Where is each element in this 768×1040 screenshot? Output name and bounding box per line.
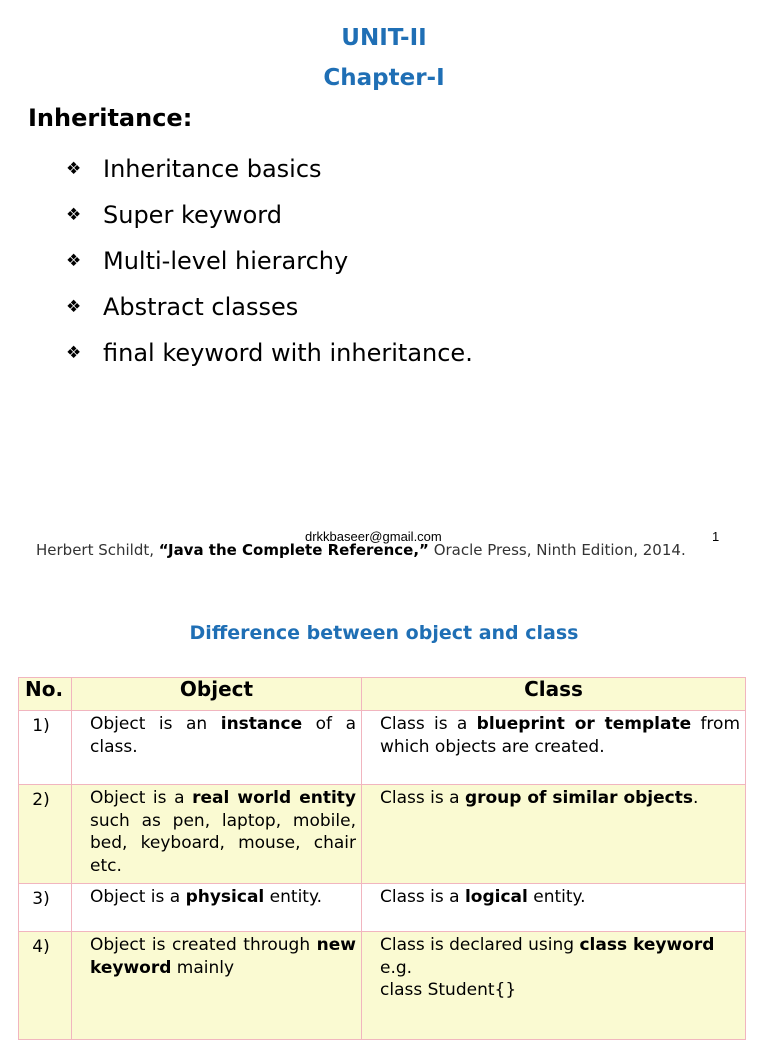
header-object: Object [72,678,362,711]
object-cell [72,711,362,785]
cell-text: Class is a [380,714,477,734]
reference-author: Herbert Schildt, [36,541,159,559]
bold-text: physical [185,887,265,907]
cell-text: Object is an [90,714,221,734]
diamond-bullet-icon: ❖ [66,205,82,225]
unit-title: UNIT-II [341,25,427,51]
cell-text: Object is created through [90,935,317,955]
cell-text: entity. [527,887,586,907]
cell-text: Class is a [380,887,465,907]
table-row [19,932,746,1040]
cell-text: of a class. [90,714,356,757]
example-line: e.g. [380,957,413,978]
table-body [19,711,746,1040]
cell-text: . [692,788,699,808]
table-row [19,785,746,884]
bold-text: real world entity [192,788,357,808]
object-cell [72,785,362,884]
header-no: No. [19,678,72,711]
row-number: 4) [19,932,72,1040]
bold-text: group of similar objects [464,788,693,808]
row-number: 1) [19,711,72,785]
row-number: 2) [19,785,72,884]
class-cell [362,711,746,785]
topic-heading: Inheritance: [28,104,193,132]
row-number: 3) [19,884,72,932]
reference-publisher: Oracle Press, Ninth Edition, 2014. [428,541,686,559]
page-number: 1 [712,529,720,544]
class-cell [362,884,746,932]
list-item [66,284,473,330]
object-cell [72,884,362,932]
author-email: drkkbaseer@gmail.com [305,529,442,544]
cell-text: mainly [171,957,235,978]
diamond-bullet-icon: ❖ [66,159,82,179]
cell-text: entity. [264,887,322,907]
diamond-bullet-icon: ❖ [66,343,82,363]
bold-text: blueprint or template [476,714,692,734]
bold-text: class keyword [579,935,715,955]
bold-text: logical [464,887,528,907]
class-cell [362,785,746,884]
object-cell [72,932,362,1040]
cell-text: Object is a [90,788,193,808]
list-item [66,330,473,376]
bold-text: new keyword [90,935,356,978]
table-header-row [19,678,746,711]
class-cell [362,932,746,1040]
table-row [19,884,746,932]
list-item [66,238,473,284]
cell-text: Object is a [90,887,186,907]
header-class: Class [362,678,746,711]
cell-text: such as pen, laptop, mobile, bed, keyboard, mouse, chair etc. [90,810,356,876]
topic-list [66,146,473,376]
bullet-text: Inheritance basics [103,155,322,183]
table-row [19,711,746,785]
section-title: Difference between object and class [189,622,579,644]
bullet-text: Multi-level hierarchy [103,247,349,275]
cell-text: from which objects are created. [380,714,740,757]
chapter-title: Chapter-I [323,65,445,91]
cell-text: Class is a [380,788,465,808]
bullet-text: Super keyword [103,201,282,229]
cell-text: Class is declared using [380,935,580,955]
bold-text: instance [220,714,303,734]
diamond-bullet-icon: ❖ [66,251,82,271]
example-line: class Student{} [380,980,517,1000]
reference-book: “Java the Complete Reference,” [158,541,429,559]
bullet-text: Abstract classes [103,293,299,321]
diamond-bullet-icon: ❖ [66,297,82,317]
comparison-table [18,677,746,1040]
list-item [66,192,473,238]
bullet-text: final keyword with inheritance. [103,339,473,367]
list-item [66,146,473,192]
